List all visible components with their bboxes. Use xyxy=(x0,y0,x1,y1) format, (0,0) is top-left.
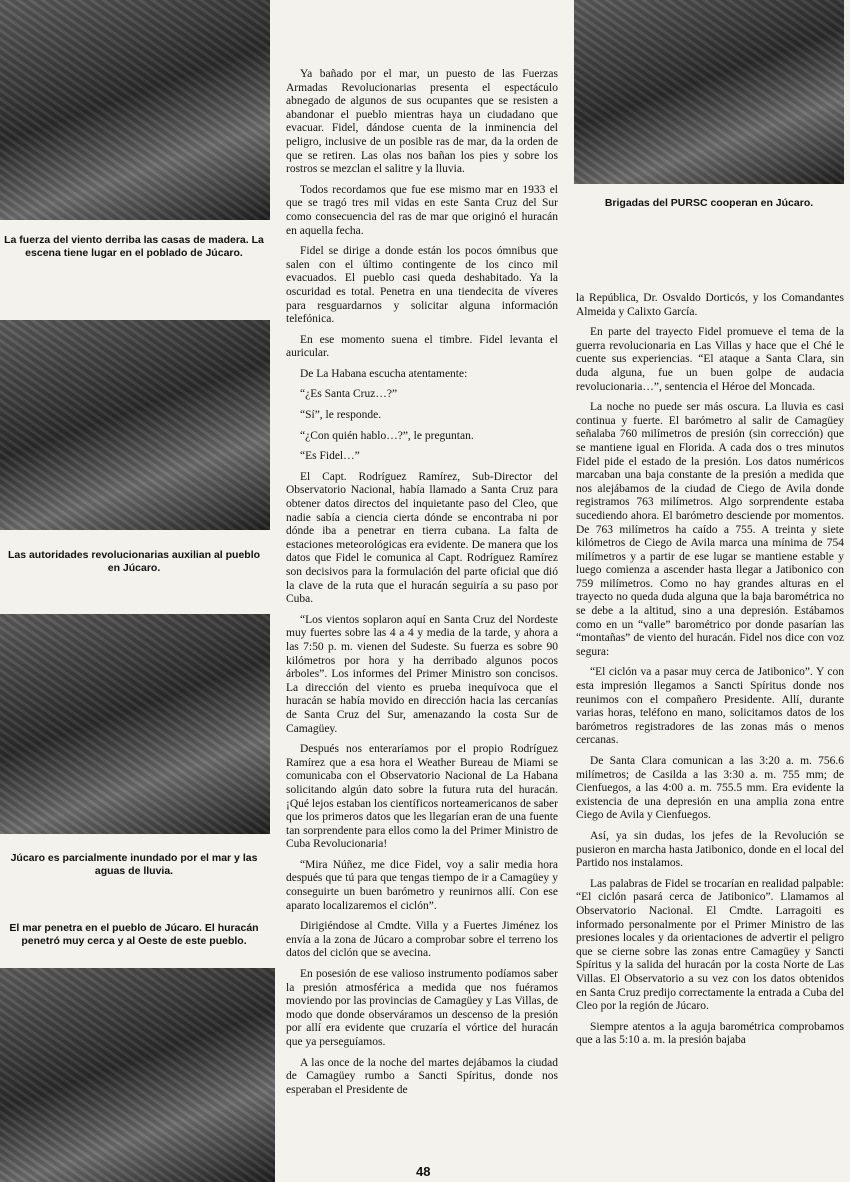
paragraph: la República, Dr. Osvaldo Dorticós, y los Comandantes Almeida y Calixto García. xyxy=(576,292,844,318)
photo-flooded-houses xyxy=(0,614,270,834)
paragraph: “Mira Núñez, me dice Fidel, voy a salir media hora después que tú para que tengas tiempo de ir a Camagüey y conseguirte un buen barómetro y reunirnos allí. Con ese aparato localizaremos el ciclón”. xyxy=(286,858,558,912)
paragraph: Fidel se dirige a donde están los pocos ómnibus que salen con el último contingente de los cinco mil evacuados. El pueblo casi queda deshabitado. Ya la oscuridad es total. Penetra en una tiendecita de víveres para resguardarnos y solicitar alguna información telefónica. xyxy=(286,245,558,326)
dialogue-line: “Sí”, le responde. xyxy=(300,409,382,422)
paragraph: Así, ya sin dudas, los jefes de la Revolución se pusieron en marcha hasta Jatibonico, donde en el local del Partido nos instalamos. xyxy=(576,829,844,870)
photo-authorities-helping xyxy=(0,320,270,530)
photo-sea-enters-town xyxy=(0,968,275,1182)
middle-article-column xyxy=(286,68,558,1158)
caption-flooded-houses: Júcaro es parcialmente inundado por el mar y las aguas de lluvia. xyxy=(10,852,258,877)
dialogue-line: “¿Con quién hablo…?”, le preguntan. xyxy=(300,429,474,442)
dialogue-line: “¿Es Santa Cruz…?” xyxy=(300,388,398,401)
caption-authorities-helping: Las autoridades revolucionarias auxilian al pueblo en Júcaro. xyxy=(7,549,261,574)
paragraph: El Capt. Rodríguez Ramírez, Sub-Director del Observatorio Nacional, había llamado a Santa Cruz para obtener datos directos del inquietante paso del Cleo, que nadie sabía a ciencia cierta dónde se encontraba ni por dónde iba a penetrar en tierra cubana. La falta de estaciones meteorológicas era evidente. De manera que los datos que Fidel le comunica al Capt. Rodríguez Ramírez son decisivos para la formulación del parte oficial que dió la clave de la ruta que el huracán seguiría a su paso por Cuba. xyxy=(286,470,558,606)
page-number: 48 xyxy=(416,1164,431,1179)
paragraph: Todos recordamos que fue ese mismo mar en 1933 el que se tragó tres mil vidas en este Santa Cruz del Sur como consecuencia del ras de mar que originó el huracán en aquella fecha. xyxy=(286,183,558,237)
paragraph: En ese momento suena el timbre. Fidel levanta el auricular. xyxy=(286,333,558,360)
right-article-column xyxy=(576,292,844,1180)
paragraph: Después nos enteraríamos por el propio Rodríguez Ramírez que a esa hora el Weather Bureau de Miami se comunicaba con el Observatorio Nacional de La Habana solicitando algún dato sobre la futura ruta del huracán. ¡Qué lejos estaban los científicos norteamericanos de saber que los primeros datos que les llegarían eran de una fuente tan sorprendente para ellos como la del Primer Ministro de Cuba Revolucionaria! xyxy=(286,743,558,851)
photo-collapsed-houses xyxy=(0,0,270,220)
paragraph: De Santa Clara comunican a las 3:20 a. m. 756.6 milímetros; de Casilda a las 3:30 a. m. 755 mm; de Cienfuegos, a las 4:00 a. m. 755.5 mm. Era evidente la existencia de una depresión en una amplia zona entre Ciego de Avila y Cienfuegos. xyxy=(576,755,844,822)
paragraph: De La Habana escucha atentamente: xyxy=(300,367,468,380)
dialogue-line: “Es Fidel…” xyxy=(300,450,360,463)
paragraph: En posesión de ese valioso instrumento podíamos saber la presión atmosférica a medida que nos fuéramos moviendo por las provincias de Camagüey y Las Villas, de modo que donde observáramos un descenso de la presión por allí era evidente que cruzaría el vórtice del huracán que ya perseguíamos. xyxy=(286,968,558,1048)
paragraph: “El ciclón va a pasar muy cerca de Jatibonico”. Y con esta impresión llegamos a Sancti Spíritus donde nos reunimos con el compañero Presidente. Allí, durante varias horas, teléfono en mano, solicitamos datos de los barómetros registradores de las zonas más o menos cercanas. xyxy=(576,666,844,747)
paragraph: Dirigiéndose al Cmdte. Villa y a Fuertes Jiménez los envía a la zona de Júcaro a comprobar sobre el terreno los datos del ciclón que se avecina. xyxy=(286,920,558,960)
caption-brigades: Brigadas del PURSC cooperan en Júcaro. xyxy=(604,197,814,209)
paragraph: Las palabras de Fidel se trocarían en realidad palpable: “El ciclón pasará cerca de Jatibonico”. Llamamos al Observatorio Nacional. El Cmdte. Larragoiti es informado personalmente por el Primer Ministro de las presiones locales y da orientaciones de advertir el peligro que se cierne sobre las zonas entre Camagüey y Sancti Spíritus y la salida del huracán por la costa Norte de Las Villas. El Observatorio a su vez con los datos obtenidos en Santa Cruz predijo correctamente la entrada a Cuba del Cleo por la región de Júcaro. xyxy=(576,877,844,1013)
photo-brigades xyxy=(574,0,844,184)
caption-sea-enters: El mar penetra en el pueblo de Júcaro. El huracán penetró muy cerca y al Oeste de este pueblo. xyxy=(9,922,259,947)
paragraph: Siempre atentos a la aguja barométrica comprobamos que a las 5:10 a. m. la presión bajaba xyxy=(576,1020,844,1047)
paragraph: Ya bañado por el mar, un puesto de las Fuerzas Armadas Revolucionarias presenta el espectáculo abnegado de algunos de sus ocupantes que se resisten a abandonar el pueblo mientras haya un ciudadano que evacuar. Fidel, dándose cuenta de la inminencia del peligro, inclusive de un posible ras de mar, da la orden de que se retiren. Las olas nos bañan los pies y sobre los rostros se mezclan el salitre y la lluvia. xyxy=(286,68,558,176)
paragraph: “Los vientos soplaron aquí en Santa Cruz del Nordeste muy fuertes sobre las 4 a 4 y media de la tarde, y ahora a las 7:50 p. m. vienen del Sudeste. Su fuerza es sobre 90 kilómetros por hora y ha derribado algunos pocos árboles”. Los informes del Primer Ministro son concisos. La dirección del viento es prueba inequívoca que el huracán se había movido en dirección hacia las cercanías de Santa Cruz del Sur, amenazando la costa Sur de Camagüey. xyxy=(286,613,558,735)
caption-collapsed-houses: La fuerza del viento derriba las casas de madera. La escena tiene lugar en el poblado de Júcaro. xyxy=(4,234,264,259)
paragraph: A las once de la noche del martes dejábamos la ciudad de Camagüey rumbo a Sancti Spíritus, donde nos esperaban el Presidente de xyxy=(286,1056,558,1096)
paragraph: En parte del trayecto Fidel promueve el tema de la guerra revolucionaria en Las Villas y hace que el Ché le cuente sus experiencias. “El ataque a Santa Clara, sin duda alguna, fue un buen golpe de audacia revolucionaria…”, sentencia el Héroe del Moncada. xyxy=(576,326,844,393)
paragraph: La noche no puede ser más oscura. La lluvia es casi continua y fuerte. El barómetro al salir de Camagüey señalaba 760 milímetros de presión (sin corrección) que se mantiene igual en Florida. A cada dos o tres minutos Fidel pide el estado de la presión. Los datos numéricos marcaban una baja constante de la presión a medida que nos alejábamos de la ciudad de Ciego de Avila donde registramos 763 milímetros. Algo sorprendente estaba sucediendo ahora. El barómetro desciende por momentos. De 763 milímetros ha caído a 755. A treinta y siete kilómetros de Ciego de Avila marca una mínima de 754 milímetros y a partir de ese lugar se mantiene estable y luego comienza a ascender hasta llegar a Jatibonico con 759 milímetros. Como no hay grandes alturas en el trayecto no queda duda alguna que la baja barométrica no se debe a la altitud, sino a una depresión. Estábamos como en un “valle” barométrico por donde pasarían las “montañas” de viento del huracán. Fidel nos dice con voz segura: xyxy=(576,401,844,658)
